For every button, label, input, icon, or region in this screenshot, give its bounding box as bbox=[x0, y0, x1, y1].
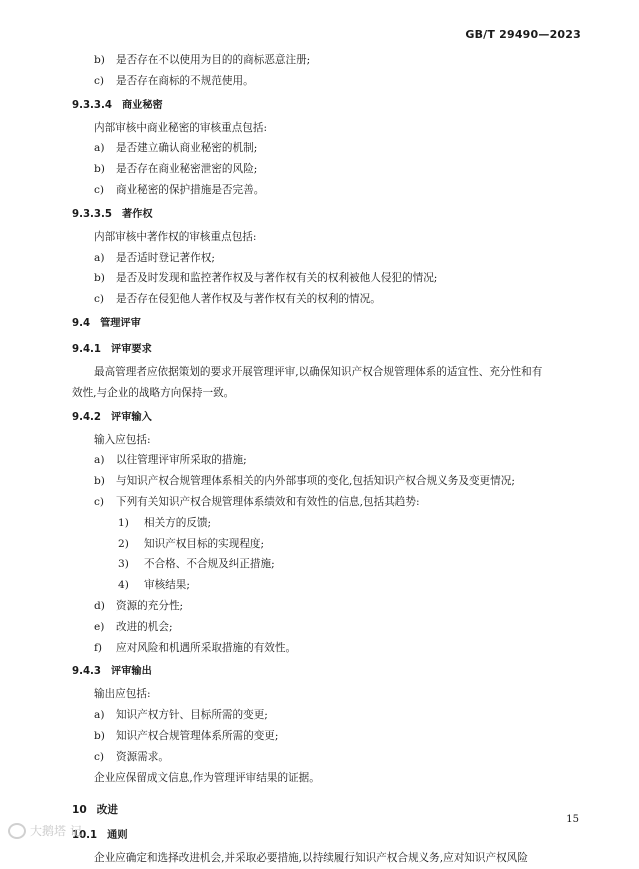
section-title: 改进 bbox=[96, 804, 118, 817]
list-item bbox=[72, 248, 592, 269]
section-heading-9-3-3-5 bbox=[72, 203, 592, 227]
paragraph: 内部审核中商业秘密的审核重点包括: bbox=[94, 121, 268, 134]
section-heading-9-4-1 bbox=[72, 338, 592, 362]
list-item bbox=[72, 747, 592, 768]
paragraph: 输出应包括: bbox=[94, 688, 151, 701]
standard-code-header: GB/T 29490—2023 bbox=[465, 28, 581, 41]
list-text: 是否适时登记著作权; bbox=[116, 251, 215, 264]
list-marker: b) bbox=[94, 54, 105, 66]
list-text: 商业秘密的保护措施是否完善。 bbox=[116, 183, 265, 196]
list-marker: a) bbox=[94, 142, 105, 155]
list-text: 资源需求。 bbox=[116, 750, 169, 763]
list-marker: c) bbox=[94, 750, 105, 763]
list-marker: c) bbox=[94, 183, 105, 196]
list-text: 是否及时发现和监控著作权及与著作权有关的权利被他人侵犯的情况; bbox=[116, 272, 438, 285]
list-marker: e) bbox=[94, 620, 105, 633]
section-title: 商业秘密 bbox=[121, 99, 163, 111]
list-text: 下列有关知识产权合规管理体系绩效和有效性的信息,包括其趋势: bbox=[116, 495, 420, 508]
list-marker: c) bbox=[94, 495, 105, 508]
list-marker: a) bbox=[94, 251, 105, 264]
list-item bbox=[72, 50, 592, 71]
list-text: 是否存在商业秘密泄密的风险; bbox=[116, 163, 258, 176]
list-item bbox=[72, 71, 592, 92]
list-item bbox=[72, 492, 592, 513]
section-heading-9-4-2 bbox=[72, 406, 592, 430]
list-item bbox=[72, 180, 592, 201]
sub-list-marker: 4) bbox=[118, 579, 129, 592]
watermark-logo-icon bbox=[8, 823, 26, 839]
section-title: 通则 bbox=[107, 830, 128, 842]
sub-list-text: 审核结果; bbox=[144, 579, 190, 592]
list-marker: b) bbox=[94, 475, 105, 488]
paragraph: 企业应确定和选择改进机会,并采取必要措施,以持续履行知识产权合规义务,应对知识产权风险 bbox=[94, 852, 528, 865]
list-text: 与知识产权合规管理体系相关的内外部事项的变化,包括知识产权合规义务及变更情况; bbox=[116, 475, 515, 488]
chapter-heading-10 bbox=[72, 798, 592, 822]
list-item bbox=[72, 268, 592, 289]
section-number: 9.4.2 bbox=[72, 411, 102, 423]
list-text: 资源的充分性; bbox=[116, 599, 184, 612]
sub-list-item bbox=[72, 534, 592, 555]
section-number: 9.4 bbox=[72, 317, 91, 329]
list-text: 是否存在不以使用为目的的商标恶意注册; bbox=[116, 54, 311, 66]
section-number: 9.3.3.4 bbox=[72, 99, 112, 111]
section-number: 9.3.3.5 bbox=[72, 208, 112, 220]
list-marker: b) bbox=[94, 272, 105, 285]
list-marker: a) bbox=[94, 454, 105, 467]
list-item bbox=[72, 726, 592, 747]
list-text: 是否建立确认商业秘密的机制; bbox=[116, 142, 258, 155]
document-body bbox=[72, 50, 592, 869]
paragraph: 输入应包括: bbox=[94, 433, 151, 446]
sub-list-marker: 2) bbox=[118, 537, 129, 550]
list-text: 是否存在商标的不规范使用。 bbox=[116, 74, 254, 87]
paragraph: 最高管理者应依据策划的要求开展管理评审,以确保知识产权合规管理体系的适宜性、充分性和有 bbox=[94, 365, 543, 378]
list-text: 是否存在侵犯他人著作权及与著作权有关的权利的情况。 bbox=[116, 293, 381, 306]
list-text: 以往管理评审所采取的措施; bbox=[116, 454, 247, 467]
list-item bbox=[72, 471, 592, 492]
list-marker: b) bbox=[94, 163, 105, 176]
paragraph-continuation: 效性,与企业的战略方向保持一致。 bbox=[72, 386, 235, 399]
list-marker: a) bbox=[94, 709, 105, 722]
sub-list-item bbox=[72, 513, 592, 534]
list-marker: b) bbox=[94, 729, 105, 742]
sub-list-text: 不合格、不合规及纠正措施; bbox=[144, 558, 275, 571]
section-title: 著作权 bbox=[121, 208, 153, 220]
section-heading-9-4-3 bbox=[72, 660, 592, 684]
section-title: 管理评审 bbox=[100, 317, 141, 329]
list-item bbox=[72, 159, 592, 180]
sub-list-marker: 3) bbox=[118, 558, 129, 571]
list-item bbox=[72, 705, 592, 726]
list-item bbox=[72, 596, 592, 617]
list-marker: f) bbox=[94, 641, 103, 654]
page-number: 15 bbox=[566, 814, 579, 825]
list-text: 知识产权合规管理体系所需的变更; bbox=[116, 729, 279, 742]
section-number: 9.4.1 bbox=[72, 343, 102, 355]
list-marker: c) bbox=[94, 293, 105, 306]
section-title: 评审输出 bbox=[111, 666, 152, 678]
sub-list-item bbox=[72, 575, 592, 596]
list-item bbox=[72, 138, 592, 159]
list-marker: c) bbox=[94, 74, 105, 87]
list-item bbox=[72, 617, 592, 638]
section-title: 评审输入 bbox=[111, 411, 152, 423]
list-text: 改进的机会; bbox=[116, 620, 173, 633]
section-title: 评审要求 bbox=[111, 343, 152, 355]
list-marker: d) bbox=[94, 599, 105, 612]
list-item bbox=[72, 450, 592, 471]
list-item bbox=[72, 289, 592, 310]
list-item bbox=[72, 638, 592, 659]
list-text: 知识产权方针、目标所需的变更; bbox=[116, 709, 268, 722]
section-number: 10.1 bbox=[72, 830, 98, 842]
section-heading-9-3-3-4 bbox=[72, 94, 592, 118]
sub-list-text: 相关方的反馈; bbox=[144, 516, 212, 529]
section-heading-9-4 bbox=[72, 312, 592, 336]
watermark bbox=[8, 822, 82, 840]
sub-list-text: 知识产权目标的实现程度; bbox=[144, 537, 265, 550]
sub-list-item bbox=[72, 554, 592, 575]
section-number: 10 bbox=[72, 804, 87, 817]
paragraph: 企业应保留成文信息,作为管理评审结果的证据。 bbox=[94, 771, 320, 784]
section-number: 9.4.3 bbox=[72, 666, 102, 678]
list-text: 应对风险和机遇所采取措施的有效性。 bbox=[116, 641, 297, 654]
paragraph: 内部审核中著作权的审核重点包括: bbox=[94, 230, 257, 243]
watermark-text: 大鹅塔 记 bbox=[30, 823, 82, 838]
sub-list-marker: 1) bbox=[118, 516, 129, 529]
section-heading-10-1 bbox=[72, 824, 592, 848]
